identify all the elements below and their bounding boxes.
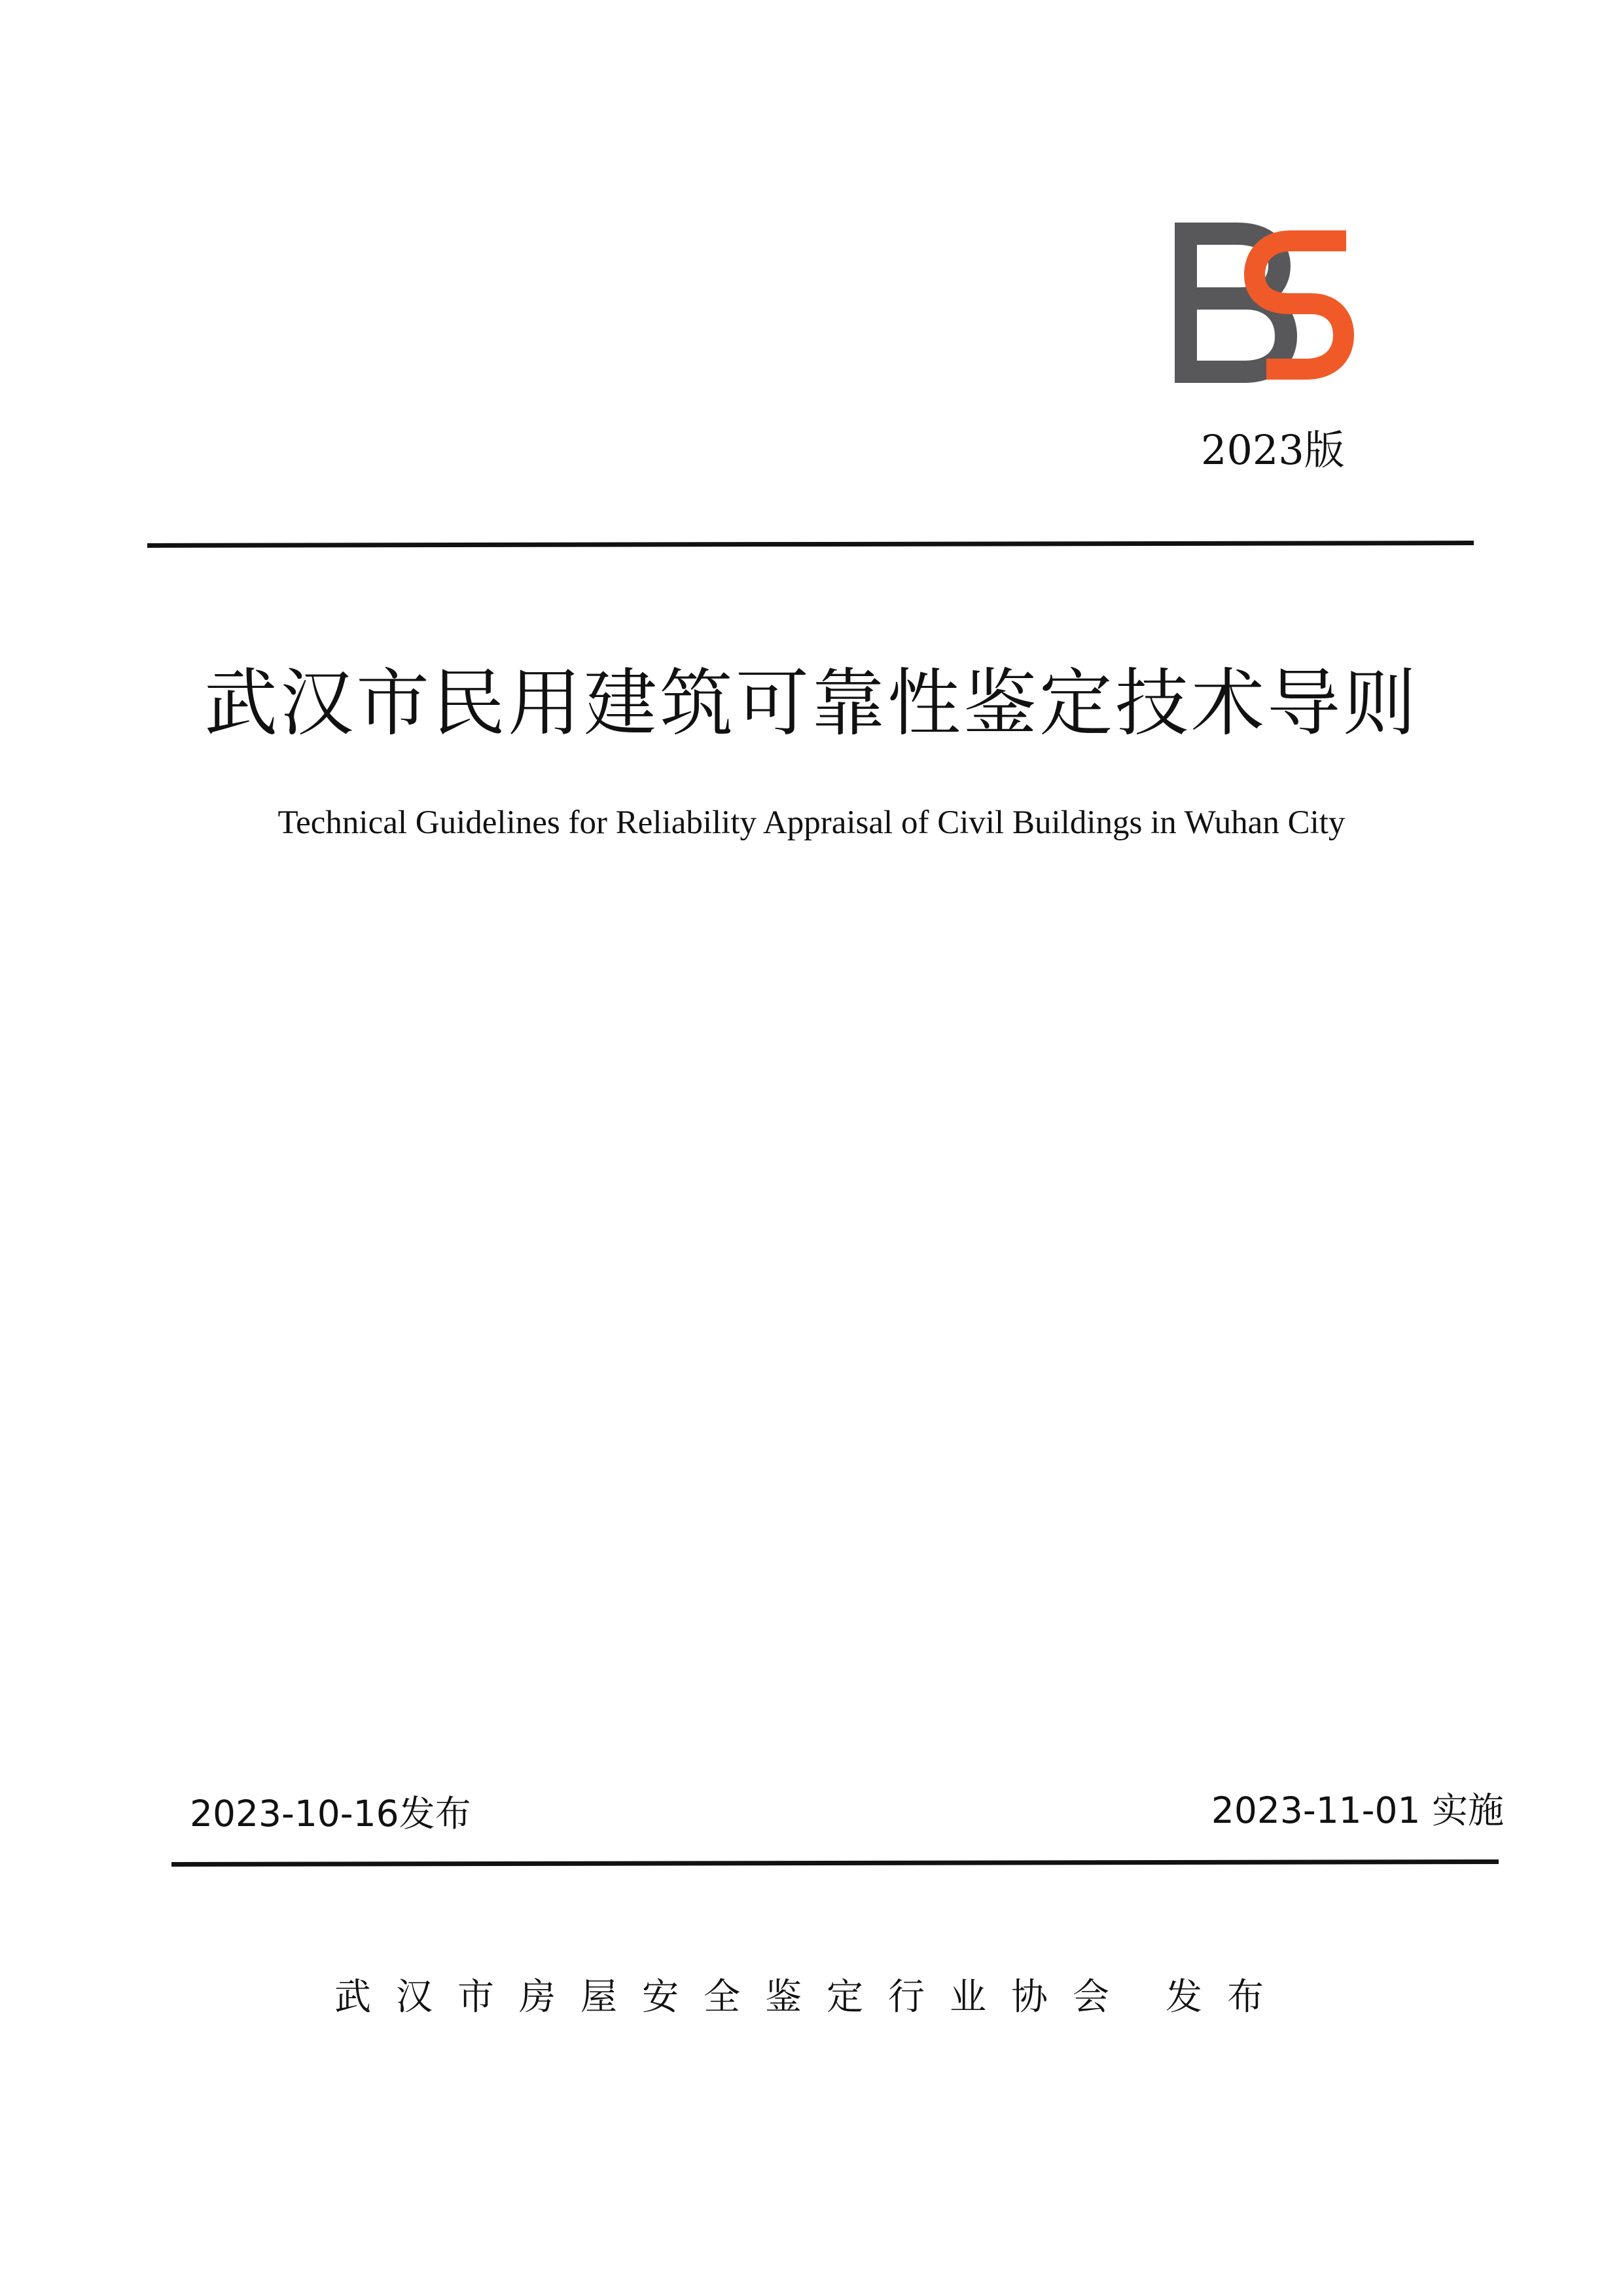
issuer-organization: 武汉市房屋安全鉴定行业协会 [334,1976,1134,2018]
issuer-action: 发布 [1166,1976,1289,2018]
bs-logo [1175,223,1355,383]
edition-label: 2023版 [1201,426,1345,474]
logo-letter-s [1255,241,1346,369]
top-divider [147,541,1474,548]
publish-date: 2023-10-16发布 [190,1793,471,1835]
document-title-chinese: 武汉市民用建筑可靠性鉴定技术导则 [204,661,1419,746]
document-title-english: Technical Guidelines for Reliability Appraisal of Civil Buildings in Wuhan City [277,804,1346,841]
issuer-line [0,1971,1623,2024]
bottom-divider [171,1859,1499,1867]
effective-date: 2023-11-01 实施 [1211,1789,1504,1831]
